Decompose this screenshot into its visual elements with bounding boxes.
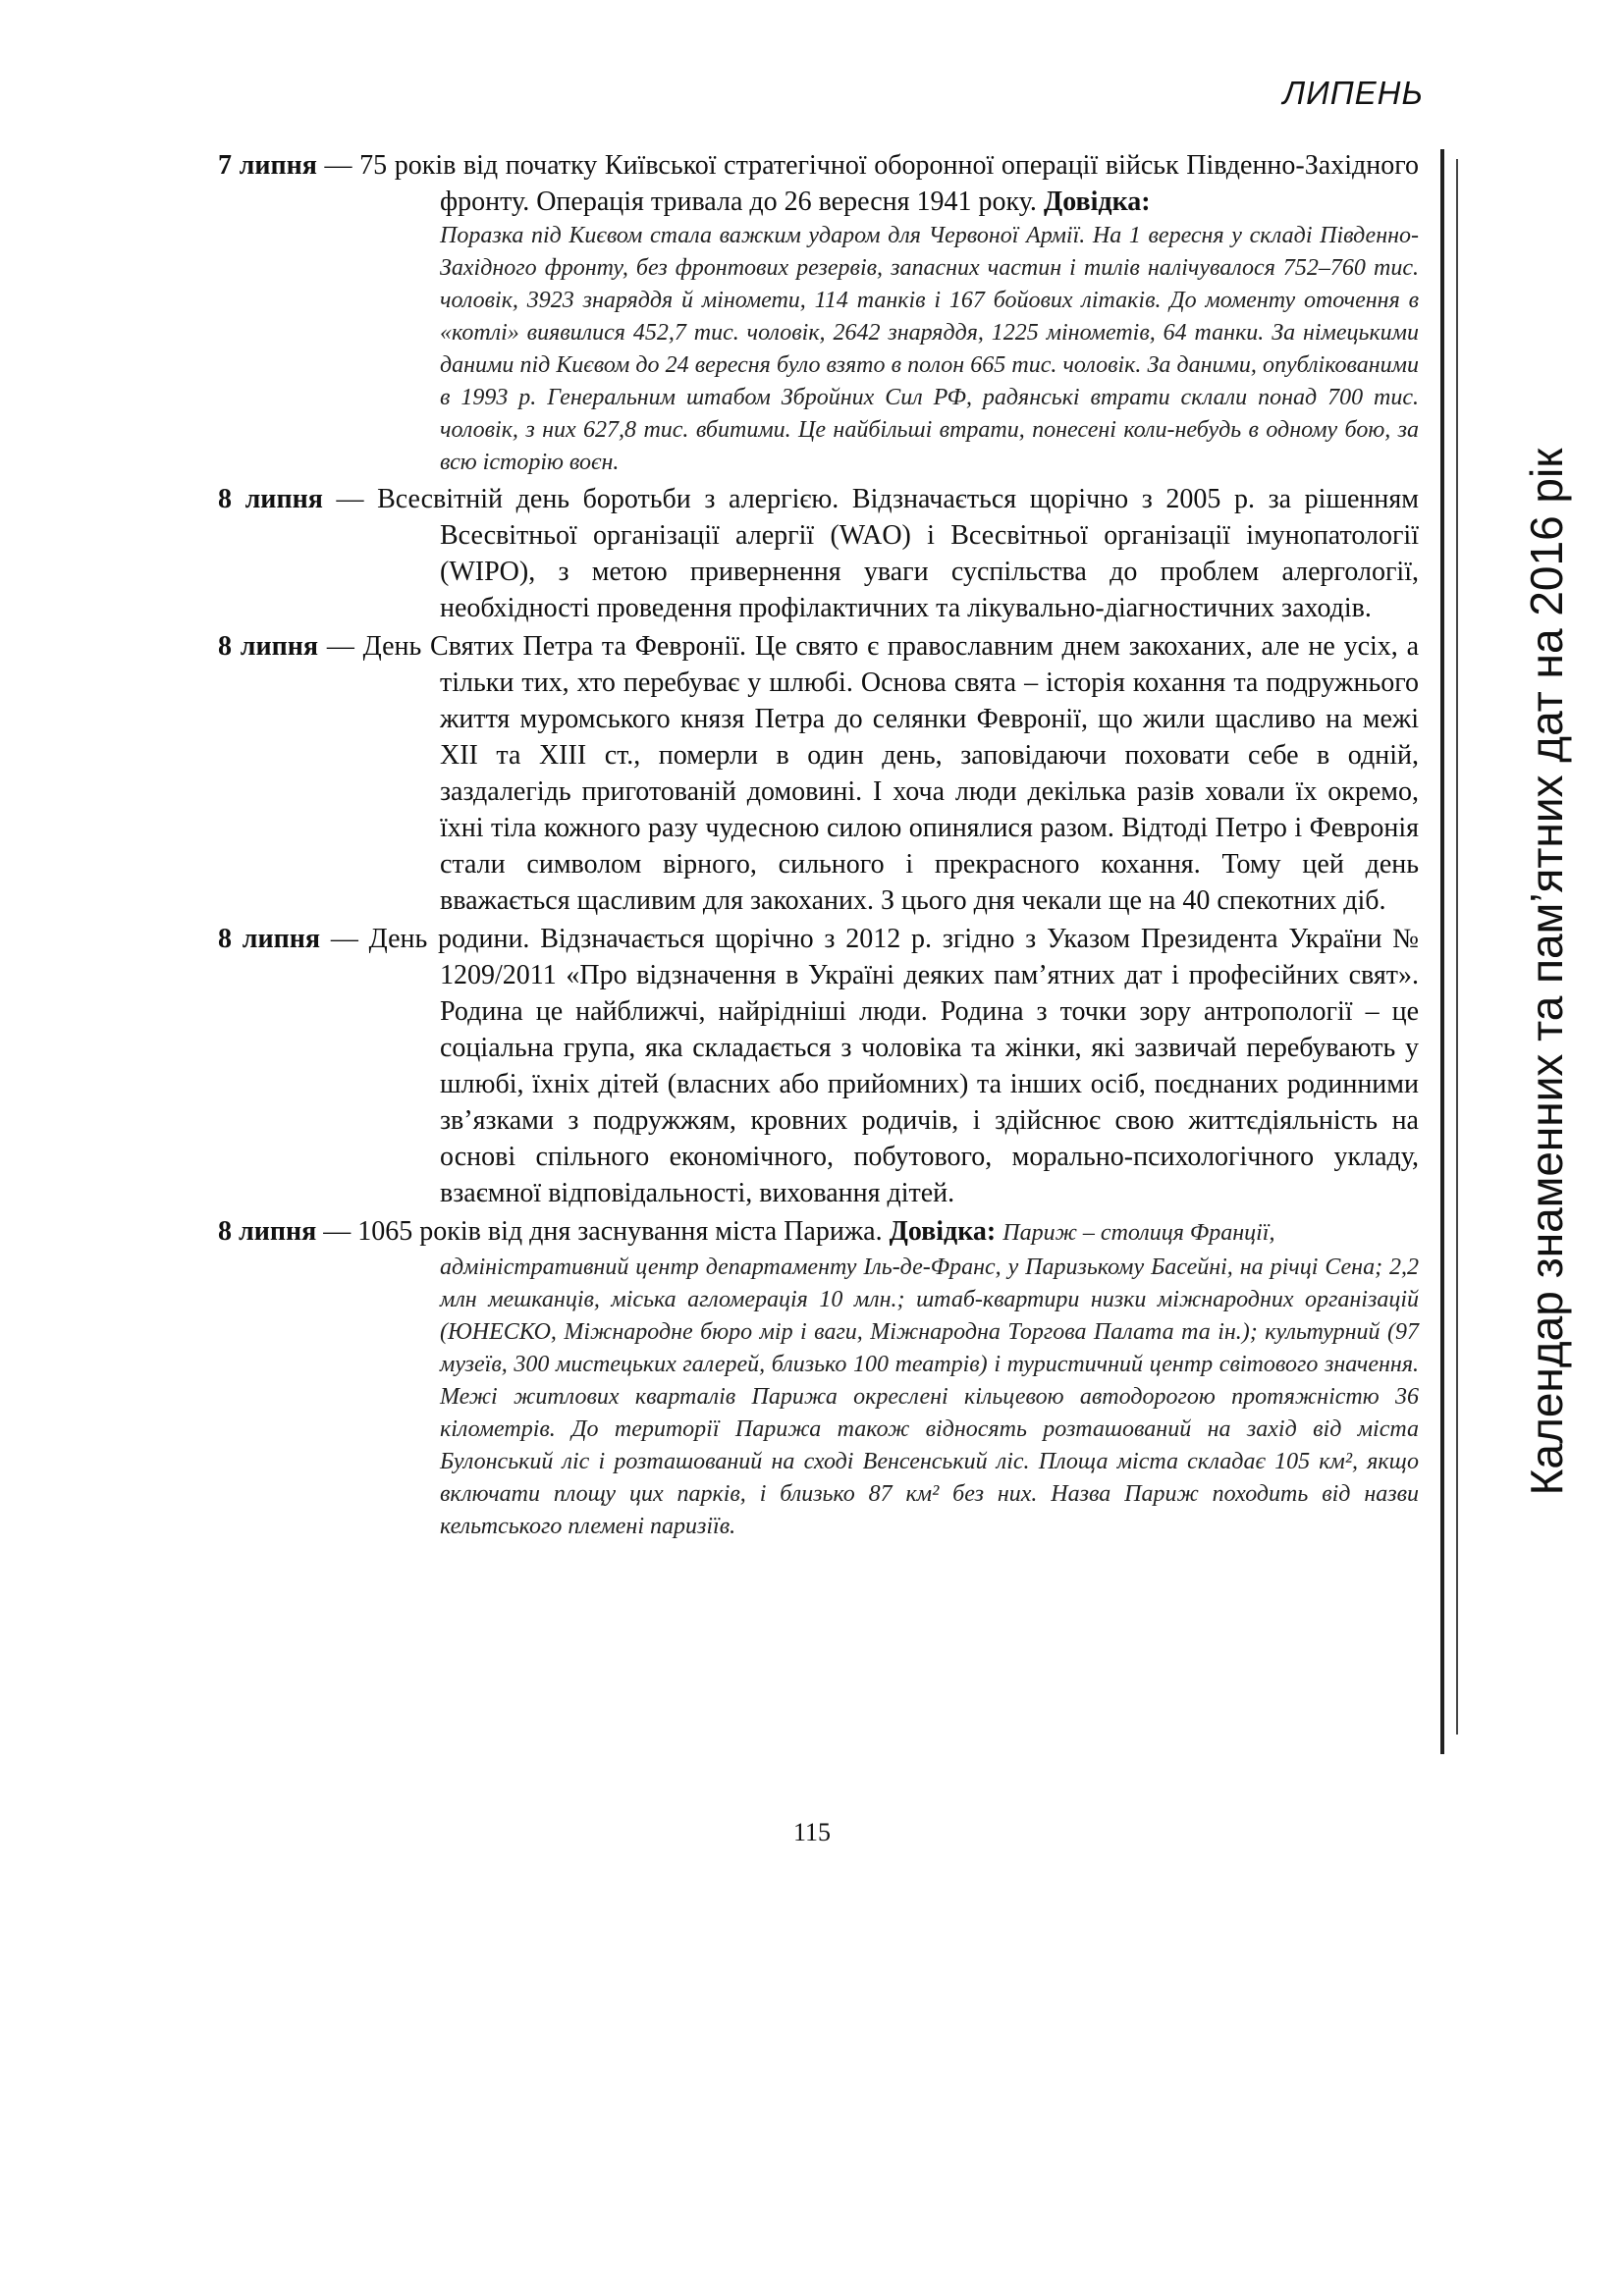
- entry-date: 7 липня: [218, 150, 317, 181]
- entry-date: 8 липня: [218, 1216, 317, 1247]
- entry-text: [218, 1213, 1419, 1252]
- entry-dash: —: [316, 1216, 358, 1247]
- reference-note-start: Париж – столиця Франції,: [1002, 1220, 1275, 1246]
- entry-dash: —: [318, 631, 363, 662]
- page-number: 115: [792, 1818, 832, 1846]
- margin-rule-inner: [1456, 159, 1458, 1735]
- entry-text: [218, 921, 1419, 1211]
- reference-label: Довідка:: [889, 1216, 997, 1247]
- reference-note: Поразка під Києвом стала важким ударом для Червоної Армії. На 1 вересня у складі Південно-Західного фронту, без фронтових резервів, запасних частин і тилів налічувалося 752–760 тис. чоловік, 3923 знаряддя й міномети, 114 танків і 167 бойових літаків. До моменту оточення в «котлі» виявилися 452,7 тис. чоловік, 2642 знаряддя, 1225 мінометів, 64 танки. За німецькими даними під Києвом до 24 вересня було взято в полон 665 тис. чоловік. За даними, опублікованими в 1993 р. Генеральним штабом Збройних Сил РФ, радянські втрати склали понад 700 тис. чоловік, з них 627,8 тис. вбитими. Це найбільші втрати, понесені коли-небудь в одному бою, за всю історію воєн.: [440, 223, 1419, 475]
- entry-description: 75 років від початку Київської стратегічної оборонної операції військ Південно-Західного фронту. Операція тривала до 26 вересня 1941 року.: [359, 150, 1419, 217]
- entry-battle-kyiv: [218, 147, 1419, 479]
- entry-description: День Святих Петра та Февронії. Це свято є православним днем закоханих, але не усіх, а тільки тих, хто перебуває у шлюбі. Основа свята – історія кохання та подружнього життя муромського князя Петра до селянки Февронії, що жили щасливо на межі XII та XIII ст., померли в один день, заповідаючи поховати себе в одній, заздалегідь приготованій домовині. І хоча люди декілька разів ховали їх окремо, їхні тіла кожного разу чудесною силою опинялися разом. Відтоді Петро і Февронія стали символом вірного, сильного і прекрасного кохання. Тому цей день вважається щасливим для закоханих. З цього дня чекали ще на 40 спекотних діб.: [362, 631, 1419, 916]
- margin-rule-outer: [1440, 149, 1444, 1754]
- reference-label: Довідка:: [1043, 187, 1151, 217]
- entry-paris: [218, 1213, 1419, 1543]
- entry-description: 1065 років від дня заснування міста Парижа.: [357, 1216, 883, 1247]
- entry-peter-fevronia: [218, 628, 1419, 919]
- entry-dash: —: [320, 924, 369, 954]
- entry-dash: —: [316, 150, 360, 181]
- entries-list: [218, 147, 1419, 1545]
- entry-date: 8 липня: [218, 484, 323, 514]
- side-title: Календар знаменних та пам’ятних дат на 2016 рік: [1521, 448, 1572, 1496]
- entry-dash: —: [322, 484, 378, 514]
- entry-text: [218, 147, 1419, 220]
- entry-description: Всесвітній день боротьби з алергією. Відзначається щорічно з 2005 р. за рішенням Всесвітньої організації алергії (WAO) і Всесвітньої організації імунопатології (WIPO), з метою привернення уваги суспільства до проблем алергології, необхідності проведення профілактичних та лікувально-діагностичних заходів.: [377, 484, 1419, 623]
- entry-date: 8 липня: [218, 924, 321, 954]
- running-head: ЛИПЕНЬ: [1282, 75, 1424, 111]
- reference-note: адміністративний центр департаменту Іль-де-Франс, у Паризькому Басейні, на річці Сена; 2,2 млн мешканців, міська агломерація 10 млн.; штаб-квартири низки міжнародних організацій (ЮНЕСКО, Міжнародне бюро мір і ваги, Міжнародна Торгова Палата та ін.); культурний (97 музеїв, 300 мистецьких галерей, близько 100 театрів) і туристичний центр світового значення. Межі житлових кварталів Парижа окреслені кільцевою автодорогою протяжністю 36 кілометрів. До території Парижа також відносять розташований на захід від міста Булонський ліс і розташований на сході Венсенський ліс. Площа міста складає 105 км², якщо включати площу цих парків, і близько 87 км² без них. Назва Париж походить від назви кельтського племені паризіїв.: [440, 1255, 1419, 1539]
- entry-description: День родини. Відзначається щорічно з 2012 р. згідно з Указом Президента України № 1209/2011 «Про відзначення в Україні деяких пам’ятних дат і професійних свят». Родина це найближчі, найрідніші люди. Родина з точки зору антропології – це соціальна група, яка складається з чоловіка та жінки, які зазвичай перебувають у шлюбі, їхніх дітей (власних або прийомних) та інших осіб, поєднаних родинними зв’язками з подружжям, кровних родичів, і здійснює свою життєдіяльність на основі спільного економічного, побутового, морально-психологічного укладу, взаємної відповідальності, виховання дітей.: [368, 924, 1419, 1208]
- entry-date: 8 липня: [218, 631, 319, 662]
- entry-text: [218, 481, 1419, 626]
- entry-family-day: [218, 921, 1419, 1211]
- entry-allergy-day: [218, 481, 1419, 626]
- entry-text: [218, 628, 1419, 919]
